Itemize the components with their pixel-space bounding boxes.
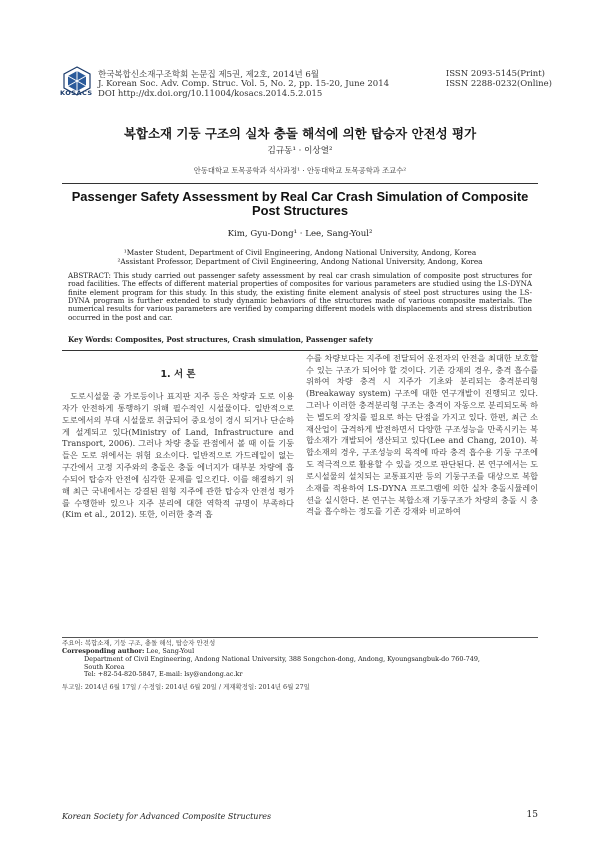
logo-text: KOSACS: [60, 88, 93, 97]
body-left-column: 도로시설물 중 가로등이나 표지판 지주 등은 차량과 도로 이용자가 안전하게 통행하기 위해 필수적인 시설물이다. 일반적으로 도로에서의 부대 시설물로 취급되어 중요성이 경시 되거나 단순하게 설계되고 있다(Ministry of Land, Infrastructure and Transport, 2006). 그러나 차량 충돌 관점에서 볼 때 이들 기둥들은 도로 위에서는 위험 요소이다. 일반적으로 가드레일이 없는 구간에서 고정 지주와의 충돌은 충돌 에너지가 대부분 차량에 흡수되어 탑승자 안전에 심각한 문제를 일으킨다. 이를 해결하기 위해 최근 국내에서는 강결된 원형 지주에 관한 탑승자 안전성 평가를 수행한바 있으나 지주 분리에 대한 역학적 규명이 부족하다(Kim et al., 2012). 또한, 이러한 충격 흡: [62, 391, 294, 520]
issn-print: ISSN 2093-5145(Print): [445, 68, 545, 79]
corresponding-address-2: South Korea: [84, 662, 125, 671]
title-korean: 복합소재 기둥 구조의 실차 충돌 해석에 의한 탑승자 안전성 평가: [123, 126, 477, 141]
title-english: Passenger Safety Assessment by Real Car Crash Simulation of Composite Post Structures: [71, 188, 529, 219]
abstract-divider: [62, 350, 538, 351]
journal-en: J. Korean Soc. Adv. Comp. Struc. Vol. 5, No. 2, pp. 15-20, June 2014: [98, 79, 390, 90]
authors-korean: 김규동¹ · 이상열²: [267, 146, 333, 156]
corresponding-contact[interactable]: Tel: +82-54-820-5847, E-mail: lsy@andong.ac.kr: [84, 670, 243, 679]
affiliation-english: [0, 248, 600, 266]
section-heading-introduction: 1. 서 론: [160, 369, 196, 381]
authors-english: Kim, Gyu-Dong¹ · Lee, Sang-Youl²: [227, 228, 373, 239]
corresponding-author: [62, 648, 538, 679]
corresponding-name: Lee, Sang-Youl: [146, 647, 195, 655]
issn-online: ISSN 2288-0232(Online): [445, 78, 552, 89]
affiliation-english-1: ¹Master Student, Department of Civil Engineering, Andong National University, Andong, Korea: [123, 248, 477, 257]
affiliation-korean: 안동대학교 토목공학과 석사과정¹ · 안동대학교 토목공학과 조교수²: [193, 165, 407, 175]
footer-society: Korean Society for Advanced Composite Structures: [62, 812, 272, 821]
title-divider: [62, 183, 538, 184]
issn-block: [446, 69, 552, 89]
corresponding-label: Corresponding author:: [62, 647, 145, 655]
affiliation-english-2: ²Assistant Professor, Department of Civil Engineering, Andong National University, Andong, Korea: [117, 257, 483, 267]
submission-dates: 투고일: 2014년 6월 17일 / 수정일: 2014년 6월 20일 / 게재확정일: 2014년 6월 27일: [62, 682, 310, 691]
journal-ko: 한국복합신소재구조학회 논문집 제5권, 제2호, 2014년 6월: [98, 69, 319, 80]
abstract: ABSTRACT: This study carried out passenger safety assessment by real car crash simulation of composite post structures for road facilities. The effects of different material properties of composites for various parameters are studied using the LS-DYNA finite element program for this study. In this study, the existing finite element analysis of steel post structures using the LS-DYNA program is further extended to study dynamic behaviors of the structures made of various composite materials. The numerical results for various parameters are verified by comparing different models with displacements and stress distribution occurred in the post and car.: [68, 271, 532, 322]
keywords: Key Words: Composites, Post structures, Crash simulation, Passenger safety: [68, 335, 373, 345]
corresponding-address-1: Department of Civil Engineering, Andong National University, 388 Songchon-dong, Andong, Kyoungsangbuk-do 760-749,: [84, 654, 480, 663]
page-number: 15: [526, 810, 538, 821]
keywords-korean: 주요어: 복합소재, 기둥 구조, 충돌 해석, 탑승자 안전성: [62, 639, 216, 648]
body-right-column: 수를 차량보다는 지주에 전달되어 운전자의 안전을 최대한 보호할 수 있는 구조가 되어야 할 것이다. 기존 강재의 경우, 충격 흡수를 위하여 차량 충격 시 지주가 기초와 분리되는 충격분리형 (Breakaway system) 구조에 대한 연구개발이 진행되고 있다. 그러나 이러한 충격분리형 구조는 충격이 자동으로 분리되도록 하는 별도의 장치를 필요로 하는 단점을 가지고 있다. 한편, 최근 소재산업이 급격하게 발전하면서 다양한 구조성능을 만족시키는 복합소재가 개발되어 생산되고 있다(Lee and Chang, 2010). 복합소재의 경우, 구조성능의 목적에 따라 충격 흡수용 기둥 구조에도 적극적으로 활용할 수 있을 것으로 판단된다. 본 연구에서는 도로시설물의 설치되는 교통표지판 등의 기둥구조를 대상으로 복합소재를 적용하여 LS-DYNA 프로그램에 의한 실차 충돌시뮬레이션을 실시한다. 본 연구는 복합소재 기둥구조가 차량의 충돌 시 충격을 흡수하는 정도를 기존 강재와 비교하여: [306, 352, 538, 517]
doi-link[interactable]: DOI http://dx.doi.org/10.11004/kosacs.2014.5.2.015: [98, 88, 323, 99]
